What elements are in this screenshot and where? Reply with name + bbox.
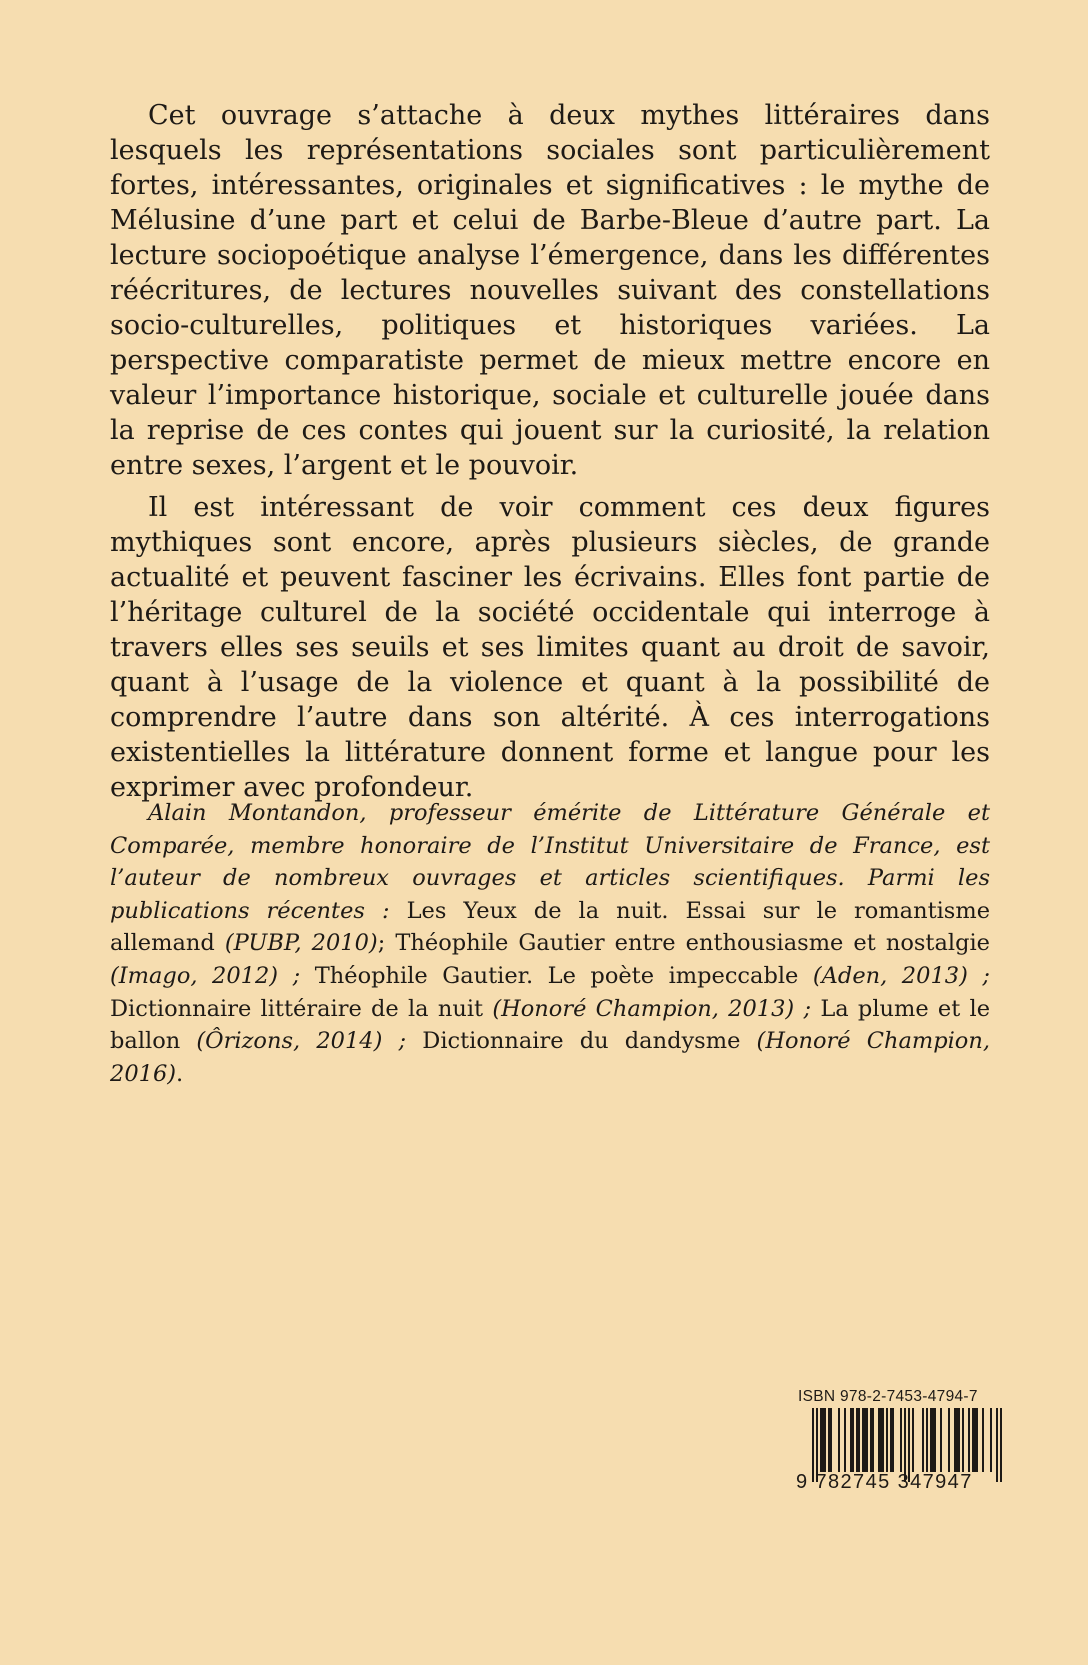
work-title: Théophile Gautier entre enthousiasme et nostalgie — [395, 930, 991, 957]
isbn-label: ISBN 978-2-7453-4794-7 — [798, 1388, 978, 1405]
barcode-bar — [948, 1408, 950, 1472]
work-separator: ; — [292, 962, 301, 989]
barcode-bar — [926, 1408, 928, 1472]
barcode-bar — [954, 1408, 960, 1472]
barcode-bar — [940, 1408, 942, 1472]
work-separator: ; — [982, 962, 990, 989]
barcode-bar — [922, 1408, 924, 1472]
work-publisher: (Honoré Champion, 2016) — [110, 1028, 990, 1087]
work-publisher: (Aden, 2013) — [812, 962, 968, 989]
work-separator: ; — [803, 995, 812, 1022]
barcode-bar — [844, 1408, 846, 1472]
bio-works — [110, 898, 990, 1087]
barcode-bar — [912, 1408, 914, 1472]
barcode-bar — [900, 1408, 902, 1472]
work-separator: . — [176, 1060, 184, 1087]
summary-paragraph-2: Il est intéressant de voir comment ces deux figures mythiques sont encore, après plusieurs siècles, de grande actualité et peuvent fasciner les écrivains. Elles font partie de l’héritage culturel de la société occidentale qui interroge à travers elles ses seuils et ses limites quant au droit de savoir, quant à l’usage de la violence et quant à la possibilité de comprendre l’autre dans son altérité. À ces interrogations existentielles la littérature donnent forme et langue pour les exprimer avec profondeur. — [110, 492, 990, 803]
isbn-block — [796, 1388, 1004, 1496]
work-title: Les Yeux de la nuit. Essai sur le romantisme allemand — [110, 897, 991, 957]
barcode-bar — [972, 1408, 978, 1472]
book-summary — [110, 98, 990, 812]
work-publisher: (Imago, 2012) — [110, 962, 279, 989]
work-title: La plume et le ballon — [110, 995, 991, 1055]
barcode-bar — [930, 1408, 936, 1472]
barcode-bar — [990, 1408, 992, 1472]
work-item — [110, 996, 811, 1022]
barcode-bar — [820, 1408, 826, 1472]
barcode-bar — [828, 1408, 832, 1472]
barcode-bar — [982, 1408, 984, 1472]
barcode-bar — [856, 1408, 860, 1472]
isbn-digits: 9 782745 347947 — [796, 1471, 973, 1493]
barcode-bar — [890, 1408, 894, 1472]
barcode-bar — [878, 1408, 884, 1472]
barcode-bar — [862, 1408, 868, 1472]
barcode-bar — [838, 1408, 840, 1472]
work-title: Dictionnaire du dandysme — [422, 1028, 741, 1055]
work-separator: ; — [398, 1028, 407, 1055]
work-item — [315, 963, 990, 989]
work-title: Théophile Gautier. Le poète impeccable — [314, 962, 799, 989]
barcode-bar — [962, 1408, 964, 1472]
work-publisher: (Honoré Champion, 2013) — [492, 995, 795, 1022]
barcode-bar — [968, 1408, 970, 1472]
work-publisher: (Ôrizons, 2014) — [196, 1028, 383, 1055]
barcode-bar — [886, 1408, 888, 1472]
barcode-bar — [850, 1408, 854, 1472]
summary-paragraph-1: Cet ouvrage s’attache à deux mythes littéraires dans lesquels les représentations sociales sont particulièrement fortes, intéressantes, originales et significatives : le mythe de Mélusine d’une part et celui de Barbe-Bleue d’autre part. La lecture sociopoétique analyse l’émergence, dans les différentes réécritures, de lectures nouvelles suivant des constellations socio-culturelles, politiques et historiques variées. La perspective comparatiste permet de mieux mettre encore en valeur l’importance historique, sociale et culturelle jouée dans la reprise de ces contes qui jouent sur la curiosité, la relation entre sexes, l’argent et le pouvoir. — [110, 100, 990, 481]
barcode-bar — [870, 1408, 874, 1472]
work-separator: ; — [377, 930, 386, 957]
work-title: Dictionnaire littéraire de la nuit — [110, 995, 484, 1022]
author-bio — [110, 797, 990, 1090]
bio-intro: Alain Montandon, professeur émérite de Littérature Générale et Comparée, membre honoraire de l’Institut Universitaire de France, est l’auteur de nombreux ouvrages et articles scientifiques. Parmi les publications récentes : — [110, 800, 990, 924]
work-publisher: (PUBP, 2010) — [224, 930, 378, 957]
